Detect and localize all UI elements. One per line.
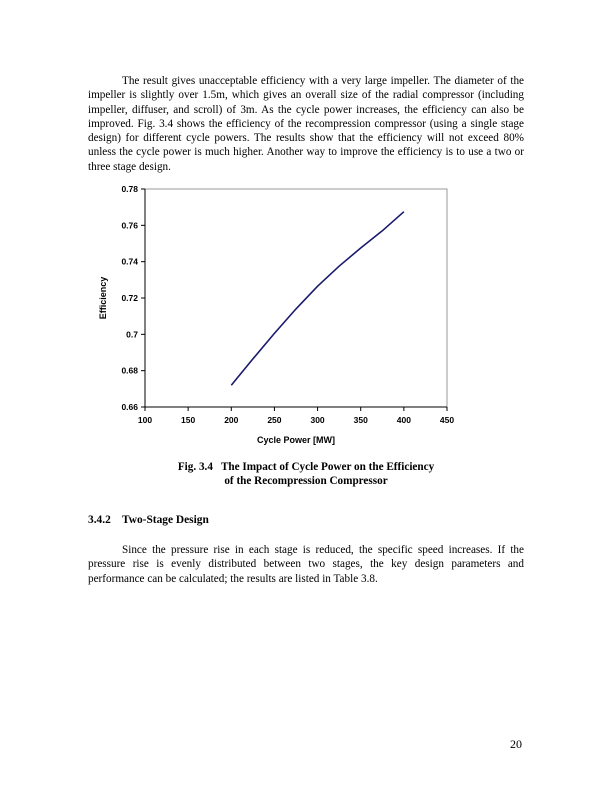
x-axis-ticks [138, 407, 454, 425]
x-axis-label: Cycle Power [MW] [256, 435, 336, 445]
figure-caption [88, 460, 524, 488]
x-tick-label: 150 [181, 415, 196, 425]
y-axis-label: Efficiency [98, 276, 108, 320]
y-tick-label: 0.66 [121, 402, 138, 412]
caption-line-2: of the Recompression Compressor [224, 475, 388, 487]
y-axis-ticks [121, 184, 145, 412]
x-tick-label: 100 [137, 415, 153, 425]
two-stage-paragraph: Since the pressure rise in each stage is reduced, the specific speed increases. If the pressure rise is evenly distributed between two stages, the key design parameters and performance can be calculated; the results are listed in Table 3.8. [88, 544, 524, 585]
x-tick-label: 400 [396, 415, 411, 425]
caption-line-1: The Impact of Cycle Power on the Efficiency [220, 461, 435, 473]
section-heading [88, 514, 209, 526]
y-tick-label: 0.68 [121, 365, 138, 376]
x-tick-label: 250 [267, 415, 282, 425]
x-tick-label: 450 [439, 415, 455, 425]
y-tick-label: 0.76 [121, 220, 138, 231]
x-tick-label: 300 [310, 415, 325, 425]
section-title: Two-Stage Design [122, 514, 209, 526]
y-tick-label: 0.78 [121, 184, 138, 194]
x-tick-label: 200 [224, 415, 239, 425]
plot-area-frame [145, 189, 447, 407]
page-number: 20 [510, 737, 522, 751]
efficiency-series-line [231, 212, 404, 386]
x-tick-label: 350 [353, 415, 368, 425]
y-tick-label: 0.74 [121, 256, 138, 267]
y-tick-label: 0.72 [121, 293, 138, 303]
y-tick-label: 0.7 [126, 329, 138, 340]
intro-paragraph: The result gives unacceptable efficiency with a very large impeller. The diameter of the impeller is slightly over 1.5m, which gives an overall size of the radial compressor (including impeller, diffuser, and scroll) of 3m. As the cycle power increases, the efficiency can also be improved. Fig. 3.4 shows the efficiency of the recompression compressor (using a single stage design) for different cycle powers. The results show that the efficiency will not exceed 80% unless the cycle power is much higher. Another way to improve the efficiency is to use a two or three stage design. [88, 75, 524, 173]
section-number: 3.4.2 [88, 514, 111, 526]
efficiency-chart [80, 178, 460, 453]
figure-label: Fig. 3.4 [177, 461, 213, 473]
